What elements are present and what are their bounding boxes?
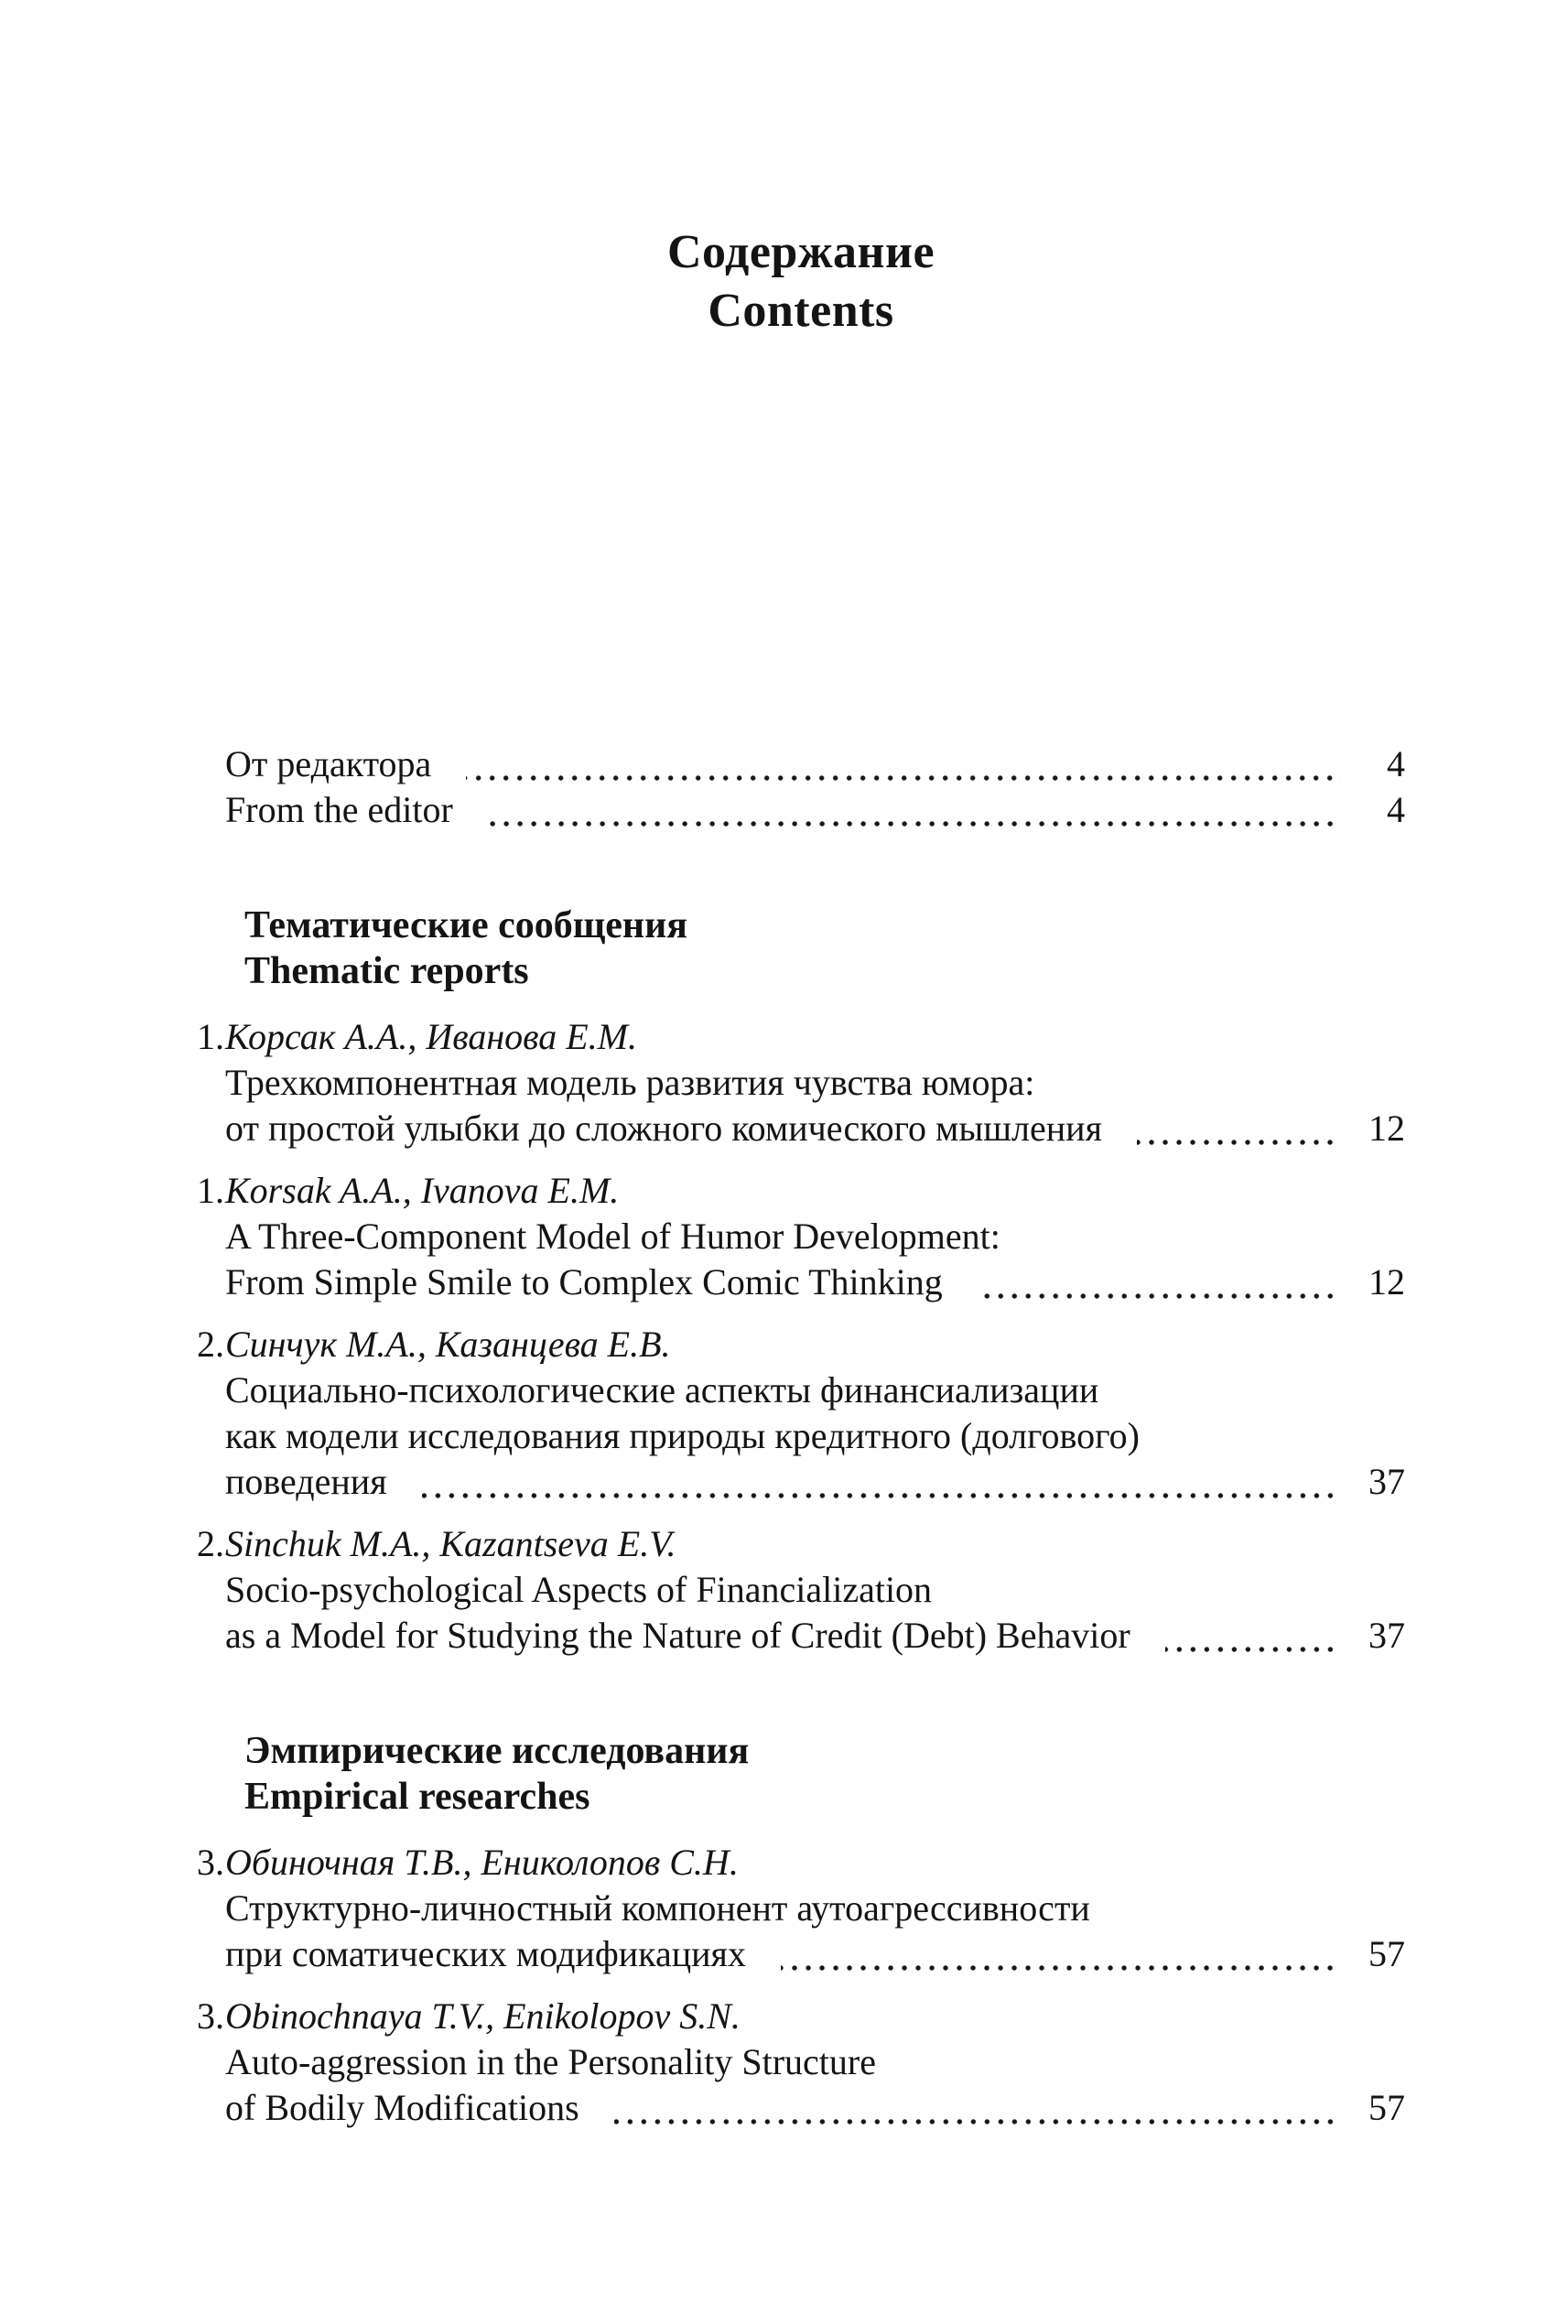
toc-row-from-editor-ru [197, 741, 1405, 787]
entry-title-line [197, 2039, 1405, 2085]
entry-title-text: при соматических модификациях [225, 1933, 746, 1974]
entry-title-line [197, 1459, 1405, 1505]
entry-title-text: от простой улыбки до сложного комического мышления [225, 1108, 1102, 1149]
toc-entry [197, 1168, 1405, 1305]
entry-authors-line [197, 1322, 1405, 1367]
entry-title-line [197, 1886, 1405, 1931]
entry-title-line [197, 1060, 1405, 1106]
entry-title-line [197, 1259, 1405, 1305]
entry-authors-line [197, 1014, 1405, 1060]
entry-authors: Синчук М.А., Казанцева Е.В. [225, 1324, 671, 1365]
entry-title-line [197, 1567, 1405, 1613]
entry-authors-line [197, 1840, 1405, 1886]
toc-entry [197, 1322, 1405, 1505]
toc-row-label: From the editor [225, 789, 453, 830]
entry-title-line [197, 1931, 1405, 1977]
page-number: 4 [1387, 743, 1405, 784]
entry-title-lines [197, 1060, 1405, 1151]
entry-authors: Sinchuk M.A., Kazantseva E.V. [225, 1523, 676, 1564]
page-number: 4 [1387, 789, 1405, 830]
dot-leader [1165, 1613, 1341, 1659]
entry-list [197, 1014, 1405, 1659]
entry-title-lines [197, 1567, 1405, 1659]
page-number: 12 [1368, 1261, 1405, 1303]
entry-authors-line [197, 1994, 1405, 2039]
entry-title-text: Структурно-личностный компонент аутоагрессивности [225, 1887, 1090, 1929]
dot-leader [978, 1259, 1341, 1305]
entry-authors: Обиночная Т.В., Ениколопов С.Н. [225, 1842, 739, 1883]
page-title-en: Contents [708, 285, 894, 337]
page-number: 57 [1368, 2087, 1405, 2128]
dot-leader [781, 1931, 1341, 1977]
entry-title-text: Socio-psychological Aspects of Financialization [225, 1569, 933, 1610]
entry-number: 3. [197, 1842, 224, 1883]
toc-section [197, 1728, 1405, 2131]
entry-title-text: A Three-Component Model of Humor Development: [225, 1216, 1000, 1257]
entry-authors-line [197, 1168, 1405, 1214]
entry-authors: Korsak A.A., Ivanova E.M. [225, 1170, 620, 1211]
entry-authors: Корсак А.А., Иванова Е.М. [225, 1016, 637, 1057]
entry-title-text: Auto-aggression in the Personality Structure [225, 2041, 876, 2082]
toc-row-label: От редактора [225, 743, 432, 784]
section-heading [197, 903, 1405, 994]
entry-title-line [197, 1106, 1405, 1151]
entry-authors-line [197, 1521, 1405, 1567]
page-number: 57 [1368, 1933, 1405, 1974]
entry-title-line [197, 1367, 1405, 1413]
dot-leader [466, 741, 1341, 787]
entry-title-text: как модели исследования природы кредитного (долгового) [225, 1415, 1140, 1456]
dot-leader [614, 2085, 1341, 2131]
section-heading [197, 1728, 1405, 1820]
toc-entry [197, 1014, 1405, 1151]
section-heading-ru: Тематические сообщения [244, 904, 688, 946]
entry-title-lines [197, 1886, 1405, 1977]
entry-title-text: From Simple Smile to Complex Comic Thinking [225, 1261, 943, 1303]
entry-number: 1. [197, 1170, 224, 1211]
dot-leader [488, 787, 1341, 833]
section-heading-en: Thematic reports [244, 950, 529, 992]
entry-authors: Obinochnaya T.V., Enikolopov S.N. [225, 1995, 741, 2037]
toc-entry [197, 1994, 1405, 2131]
entry-title-text: Социально-психологические аспекты финансиализации [225, 1369, 1099, 1411]
entry-title-lines [197, 1367, 1405, 1505]
section-heading-ru: Эмпирические исследования [244, 1730, 750, 1772]
entry-title-lines [197, 2039, 1405, 2131]
toc-entry [197, 1521, 1405, 1659]
entry-title-text: of Bodily Modifications [225, 2087, 579, 2128]
front-matter [197, 741, 1405, 833]
entry-title-line [197, 1613, 1405, 1659]
page-number: 37 [1368, 1461, 1405, 1502]
entry-number: 2. [197, 1523, 224, 1564]
toc-section [197, 903, 1405, 1659]
section-heading-en: Empirical researches [244, 1776, 590, 1818]
sections-container [197, 903, 1405, 2131]
dot-leader [422, 1459, 1341, 1505]
entry-title-text: as a Model for Studying the Nature of Credit (Debt) Behavior [225, 1615, 1130, 1656]
toc-entry [197, 1840, 1405, 1977]
table-of-contents [197, 741, 1405, 2147]
dot-leader [1137, 1106, 1341, 1151]
entry-title-line [197, 1413, 1405, 1459]
entry-title-text: поведения [225, 1461, 387, 1502]
entry-title-lines [197, 1214, 1405, 1305]
entry-title-line [197, 2085, 1405, 2131]
toc-row-from-editor-en [197, 787, 1405, 833]
page-title-ru: Содержание [666, 226, 935, 278]
entry-number: 2. [197, 1324, 224, 1365]
entry-list [197, 1840, 1405, 2131]
page-number: 37 [1368, 1615, 1405, 1656]
entry-title-line [197, 1214, 1405, 1259]
entry-number: 1. [197, 1016, 224, 1057]
page-title [192, 223, 1410, 340]
page-number: 12 [1368, 1108, 1405, 1149]
entry-title-text: Трехкомпонентная модель развития чувства юмора: [225, 1062, 1035, 1103]
entry-number: 3. [197, 1995, 224, 2037]
